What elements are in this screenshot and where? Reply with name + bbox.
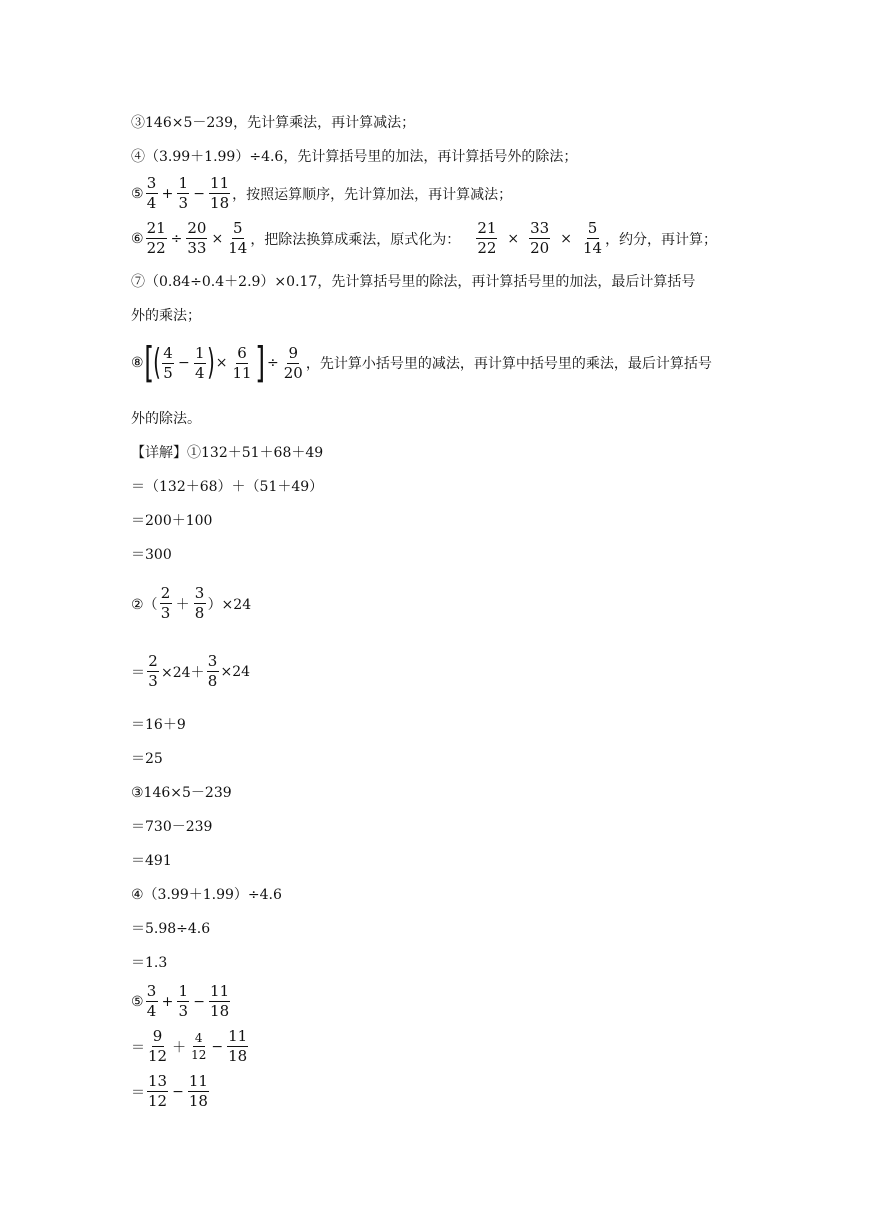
fraction: $\frac{3}{8}$	[194, 584, 205, 622]
fraction: $\frac{11}{18}$	[228, 1027, 248, 1065]
fraction: $\frac{3}{4}$	[146, 174, 157, 212]
text: ②（	[131, 596, 158, 613]
solution-q5-step2	[131, 1073, 211, 1110]
label: ⑤	[131, 185, 144, 202]
operator: −	[211, 1038, 224, 1055]
fraction: $\frac{1}{4}$	[194, 343, 205, 382]
solution-q5	[131, 983, 232, 1020]
fraction: $\frac{4}{12}$	[191, 1031, 207, 1062]
label: ⑥	[131, 230, 144, 247]
operator: ×	[560, 230, 572, 247]
text: ×24	[220, 663, 251, 680]
left-bracket: [	[143, 338, 154, 387]
solution-line: ＝1.3	[131, 955, 168, 971]
fraction: $\frac{20}{33}$	[187, 219, 207, 257]
analysis-step-8	[131, 338, 712, 387]
operator: +	[161, 993, 174, 1010]
fraction: $\frac{33}{20}$	[530, 219, 550, 257]
label: ⑤	[131, 993, 144, 1010]
operator: ×	[211, 230, 224, 247]
solution-header: 【详解】①132＋51＋68＋49	[131, 445, 324, 461]
solution-line: ＝16＋9	[131, 717, 186, 733]
fraction: $\frac{2}{3}$	[148, 652, 158, 690]
fraction: $\frac{3}{4}$	[146, 982, 157, 1020]
text: ＝	[131, 1039, 145, 1056]
operator: ÷	[267, 355, 279, 371]
analysis-step-6	[131, 220, 717, 257]
operator: ×	[215, 355, 228, 371]
fraction: $\frac{4}{5}$	[163, 343, 173, 382]
fraction: $\frac{1}{3}$	[178, 174, 189, 212]
operator: ÷	[170, 230, 183, 247]
fraction: $\frac{9}{12}$	[148, 1027, 168, 1065]
text: ×24＋	[161, 664, 205, 681]
operator: −	[193, 185, 206, 202]
fraction: $\frac{9}{20}$	[283, 343, 303, 382]
solution-q2-step1	[131, 653, 250, 690]
fraction: $\frac{5}{14}$	[582, 219, 603, 257]
text: ＝	[131, 1084, 145, 1101]
fraction: $\frac{13}{12}$	[148, 1072, 168, 1110]
left-paren: (	[153, 342, 161, 383]
analysis-step-3: ③146×5－239，先计算乘法，再计算减法；	[131, 115, 416, 131]
analysis-step-7: ⑦（0.84÷0.4＋2.9）×0.17，先计算括号里的除法，再计算括号里的加法，最后计算括号	[131, 274, 696, 290]
text: ）×24	[207, 596, 252, 613]
solution-line: ③146×5－239	[131, 785, 232, 801]
analysis-step-8-cont: 外的除法。	[131, 411, 201, 427]
fraction: $\frac{1}{3}$	[178, 982, 189, 1020]
text: ，先计算小括号里的减法，再计算中括号里的乘法，最后计算括号	[305, 356, 712, 372]
operator: ＋	[175, 596, 190, 613]
operator: −	[193, 993, 206, 1010]
right-paren: )	[206, 342, 215, 383]
solution-line: ＝（132＋68）＋（51＋49）	[131, 479, 324, 495]
fraction: $\frac{21}{22}$	[146, 219, 166, 257]
operator: ×	[507, 230, 520, 247]
solution-line: ＝5.98÷4.6	[131, 921, 211, 937]
solution-line: ④（3.99＋1.99）÷4.6	[131, 887, 282, 903]
fraction: $\frac{2}{3}$	[160, 584, 171, 622]
solution-line: ＝25	[131, 751, 163, 767]
solution-q2	[131, 585, 251, 622]
solution-q5-step1	[131, 1028, 250, 1065]
fraction: $\frac{3}{8}$	[207, 652, 218, 690]
fraction: $\frac{21}{22}$	[477, 219, 497, 257]
fraction: $\frac{11}{18}$	[210, 174, 230, 212]
text: ，约分，再计算；	[605, 231, 718, 248]
text: ，把除法换算成乘法，原式化为：	[250, 231, 461, 248]
analysis-step-7-cont: 外的乘法；	[131, 308, 201, 324]
operator: ＋	[172, 1039, 187, 1056]
text: ，按照运算顺序，先计算加法，再计算减法；	[232, 186, 513, 203]
operator: −	[178, 355, 190, 371]
solution-line: ＝300	[131, 547, 172, 563]
solution-line: ＝491	[131, 853, 172, 869]
operator: +	[161, 185, 174, 202]
right-bracket: ]	[254, 338, 265, 387]
solution-line: ＝730－239	[131, 819, 213, 835]
text: ＝	[131, 664, 145, 681]
analysis-step-5	[131, 175, 512, 212]
solution-line: ＝200＋100	[131, 513, 213, 529]
fraction: $\frac{11}{18}$	[210, 982, 230, 1020]
operator: −	[172, 1083, 184, 1100]
fraction: $\frac{6}{11}$	[232, 343, 252, 382]
fraction: $\frac{11}{18}$	[188, 1072, 208, 1110]
analysis-step-4: ④（3.99＋1.99）÷4.6，先计算括号里的加法，再计算括号外的除法；	[131, 149, 578, 165]
fraction: $\frac{5}{14}$	[228, 219, 248, 257]
label: ⑧	[131, 355, 144, 371]
